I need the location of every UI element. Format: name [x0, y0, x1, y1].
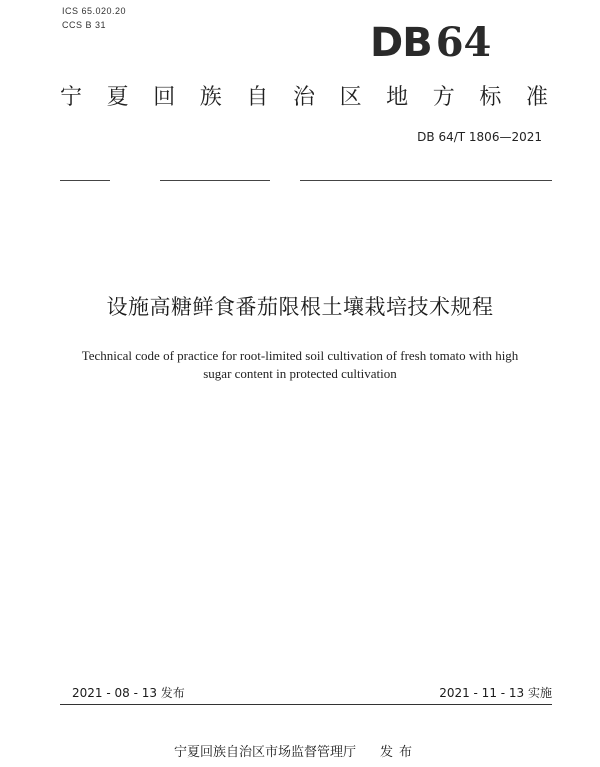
- english-title-line: Technical code of practice for root-limited soil cultivation of fresh tomato with high: [81, 348, 519, 363]
- region-title-char: 区: [339, 85, 362, 110]
- publish-label: 发布: [380, 745, 419, 760]
- publisher-line: [174, 741, 418, 760]
- ics-code: ICS 65.020.20: [62, 6, 127, 16]
- date-divider: [60, 704, 552, 705]
- english-title: [50, 347, 550, 383]
- region-title-char: 夏: [106, 85, 129, 110]
- db-logo-number: 64: [435, 19, 492, 66]
- standard-number: DB 64/T 1806—2021: [417, 130, 542, 144]
- region-title-char: 准: [525, 85, 548, 110]
- english-title-line: sugar content in protected cultivation: [203, 366, 397, 381]
- classification-codes: [62, 4, 126, 32]
- issue-date: 2021 - 08 - 13 发布: [72, 686, 185, 700]
- header-divider: [60, 180, 552, 181]
- region-title-char: 族: [199, 85, 222, 110]
- region-title-char: 标: [479, 85, 502, 110]
- implementation-date: 2021 - 11 - 13 实施: [439, 686, 552, 700]
- region-standard-title: [60, 83, 548, 113]
- region-title-char: 方: [432, 85, 455, 110]
- region-title-char: 回: [153, 85, 176, 110]
- region-title-char: 地: [386, 85, 409, 110]
- date-row: [60, 684, 552, 704]
- publisher-name: 宁夏回族自治区市场监督管理厅: [174, 745, 357, 760]
- region-title-char: 治: [292, 85, 315, 110]
- ccs-code: CCS B 31: [62, 20, 107, 30]
- db-logo-mark: DB: [370, 20, 432, 66]
- region-title-char: 自: [246, 85, 269, 110]
- chinese-title: 设施高糖鲜食番茄限根土壤栽培技术规程: [106, 295, 494, 319]
- db-standard-logo: [370, 19, 492, 66]
- region-title-char: 宁: [60, 85, 83, 110]
